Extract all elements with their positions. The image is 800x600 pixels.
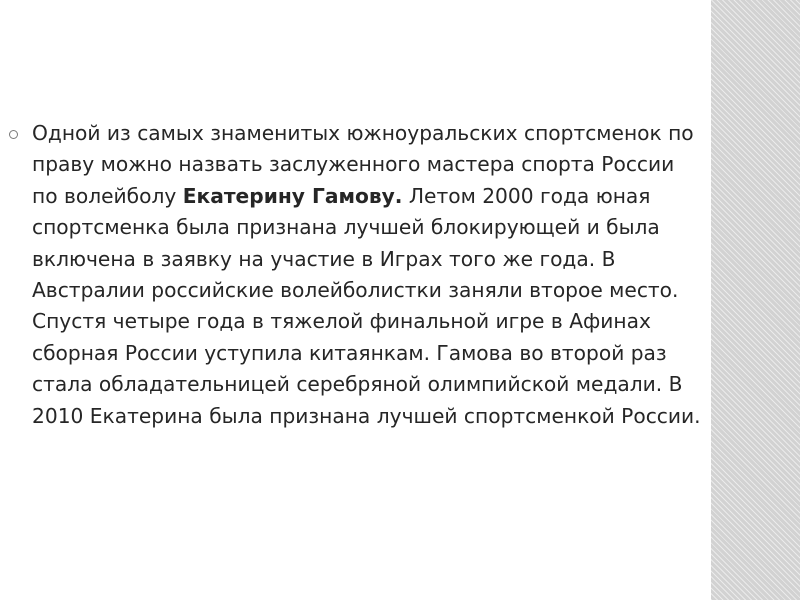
highlighted-name: Екатерину Гамову. — [182, 183, 403, 208]
circle-bullet-icon — [9, 130, 18, 139]
bullet-paragraph — [32, 118, 705, 432]
paragraph-intro-text: Одной из самых знаменитых южноуральских спортсменок по праву можно назвать заслуженного мастера спорта России по волейболу — [32, 121, 694, 208]
decorative-side-band — [711, 0, 800, 600]
bullet-item — [0, 118, 705, 432]
slide-content — [0, 118, 705, 432]
paragraph-rest-text: Летом 2000 года юная спортсменка была признана лучшей блокирующей и была включена в заявку на участие в Играх того же года. В Австралии российские волейболистки заняли второе место. Спустя четыре года в тяжелой финальной игре в Афинах сборная России уступила китаянкам. Гамова во второй раз стала обладательницей серебряной олимпийской медали. В 2010 Екатерина была признана лучшей спортсменкой России. — [32, 183, 701, 428]
